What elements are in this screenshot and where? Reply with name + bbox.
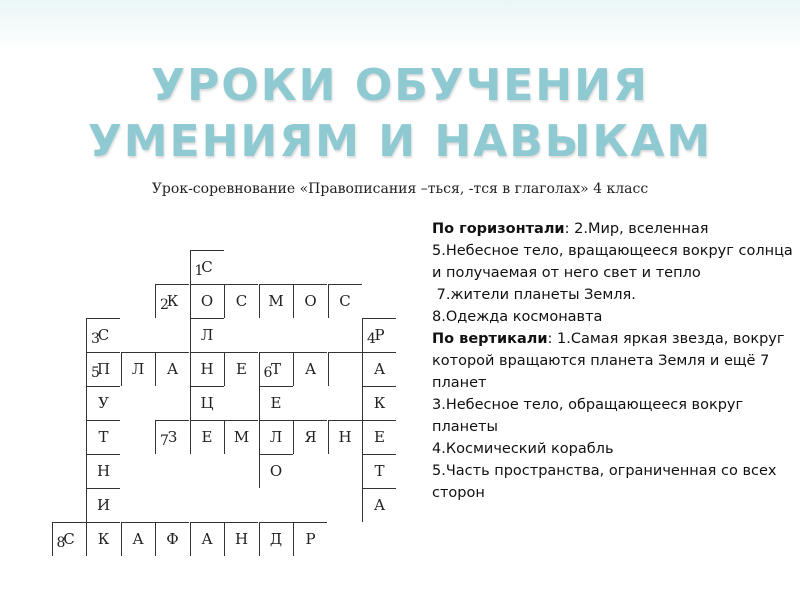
cell-letter: К xyxy=(373,394,386,412)
crossword-cell xyxy=(259,284,293,318)
crossword-cell xyxy=(362,420,396,454)
clue-v1-text: : 1.Самая яркая звезда, вокруг которой вращаются планета Земля и ещё 7 планет xyxy=(432,331,790,391)
cell-letter: С xyxy=(63,530,75,548)
crossword-cell xyxy=(259,420,293,454)
cell-letter: С xyxy=(97,326,110,344)
crossword-cell xyxy=(121,522,155,556)
crossword-cell xyxy=(362,488,396,522)
clue-h2 xyxy=(432,218,797,240)
crossword-cell xyxy=(86,318,120,352)
crossword-cell xyxy=(190,386,224,420)
cell-number: 4 xyxy=(367,331,376,347)
crossword-cell xyxy=(190,250,224,284)
crossword-cell xyxy=(328,420,362,454)
cell-number: 8 xyxy=(56,535,66,551)
cell-number: 3 xyxy=(91,331,100,347)
crossword-cell xyxy=(362,454,396,488)
crossword-cell xyxy=(86,454,120,488)
cell-number: 6 xyxy=(263,365,273,381)
cell-letter: А xyxy=(166,360,179,378)
clue-h8: 8.Одежда космонавта xyxy=(432,309,603,325)
cell-letter: Е xyxy=(236,360,247,378)
cell-letter: Т xyxy=(374,462,385,480)
crossword-cell xyxy=(155,352,189,386)
crossword-cell xyxy=(328,352,362,386)
crossword-cell xyxy=(293,284,327,318)
horizontal-heading: По горизонтали xyxy=(432,221,565,237)
cell-letter: П xyxy=(96,360,111,378)
crossword-cell xyxy=(259,522,293,556)
cell-letter: З xyxy=(167,428,178,446)
crossword-cell xyxy=(155,284,189,318)
cell-letter: М xyxy=(233,428,250,446)
crossword-cell xyxy=(86,488,120,522)
crossword-cell xyxy=(190,284,224,318)
cell-letter: Л xyxy=(200,326,214,344)
cell-letter: М xyxy=(268,292,284,310)
cell-letter: О xyxy=(304,292,317,310)
cell-letter: А xyxy=(201,530,213,548)
crossword-cell xyxy=(259,352,293,386)
crossword-cell xyxy=(190,420,224,454)
cell-number: 7 xyxy=(160,433,169,449)
cell-letter: Н xyxy=(234,530,249,548)
cell-letter: А xyxy=(304,360,317,378)
crossword-cell xyxy=(224,352,258,386)
vertical-heading: По вертикали xyxy=(432,331,548,347)
crossword-cell xyxy=(52,522,86,556)
cell-letter: Е xyxy=(201,428,213,446)
crossword-cell xyxy=(190,352,224,386)
crossword-cell xyxy=(362,318,396,352)
crossword-cell xyxy=(86,352,120,386)
crossword-cell xyxy=(362,352,396,386)
crossword-cell xyxy=(328,284,362,318)
cell-letter: А xyxy=(132,530,144,548)
cell-number: 1 xyxy=(194,263,204,279)
title-line-2: УМЕНИЯМ И НАВЫКАМ xyxy=(87,116,713,167)
cell-letter: А xyxy=(373,360,386,378)
cell-letter: Р xyxy=(305,530,316,548)
cell-letter: Е xyxy=(374,428,385,446)
cell-letter: Т xyxy=(98,428,109,446)
cell-letter: Я xyxy=(304,428,317,446)
crossword-cell xyxy=(293,522,327,556)
cell-letter: Е xyxy=(270,394,282,412)
clues-panel xyxy=(432,218,797,504)
cell-letter: И xyxy=(96,496,111,514)
cell-letter: А xyxy=(373,496,386,514)
clue-v4: 4.Космический корабль xyxy=(432,441,614,457)
clue-h2-text: : 2.Мир, вселенная xyxy=(564,221,709,237)
crossword-cell xyxy=(224,284,258,318)
cell-letter: О xyxy=(200,292,214,310)
cell-letter: С xyxy=(339,292,351,310)
cell-number: 5 xyxy=(91,365,100,381)
clue-v3: 3.Небесное тело, обращающееся вокруг планеты xyxy=(432,397,748,435)
crossword-cell xyxy=(86,522,120,556)
crossword-cell xyxy=(190,318,224,352)
crossword-cell xyxy=(224,522,258,556)
crossword-cell xyxy=(293,352,327,386)
cell-letter: К xyxy=(97,530,110,548)
cell-letter: Н xyxy=(200,360,214,378)
clue-v5: 5.Часть пространства, ограниченная со всех сторон xyxy=(432,463,782,501)
cell-letter: Н xyxy=(338,428,352,446)
crossword-cell xyxy=(155,522,189,556)
cell-letter: С xyxy=(235,292,248,310)
crossword-cell xyxy=(293,420,327,454)
cell-letter: К xyxy=(166,292,179,310)
crossword-cell xyxy=(121,352,155,386)
crossword-cell xyxy=(190,522,224,556)
crossword-cell xyxy=(155,420,189,454)
cell-letter: Л xyxy=(131,360,145,378)
subtitle: Урок-соревнование «Правописания –ться, -тся в глаголах» 4 класс xyxy=(151,181,649,197)
crossword-cell xyxy=(259,454,293,488)
cell-number: 2 xyxy=(160,297,169,313)
crossword-cell xyxy=(86,386,120,420)
clue-h5: 5.Небесное тело, вращающееся вокруг солнца и получаемая от него свет и тепло xyxy=(432,243,798,281)
cell-letter: Ф xyxy=(166,530,179,548)
crossword-cell xyxy=(259,386,293,420)
cell-letter: Д xyxy=(269,530,283,548)
cell-letter: О xyxy=(269,462,283,480)
cell-letter: Р xyxy=(374,326,385,344)
cell-letter: Ц xyxy=(200,394,214,412)
cell-letter: Л xyxy=(269,428,283,446)
cell-letter: Н xyxy=(96,462,111,480)
page-title xyxy=(0,58,800,170)
cell-letter: У xyxy=(98,394,109,412)
crossword-cell xyxy=(362,386,396,420)
clue-v1 xyxy=(432,328,797,394)
crossword-cell xyxy=(224,420,258,454)
clue-h7: 7.жители планеты Земля. xyxy=(432,287,636,303)
crossword-cell xyxy=(86,420,120,454)
title-line-1: УРОКИ ОБУЧЕНИЯ xyxy=(151,60,649,111)
cell-letter: Т xyxy=(270,360,281,378)
cell-letter: С xyxy=(201,258,213,276)
header-band xyxy=(0,0,800,52)
